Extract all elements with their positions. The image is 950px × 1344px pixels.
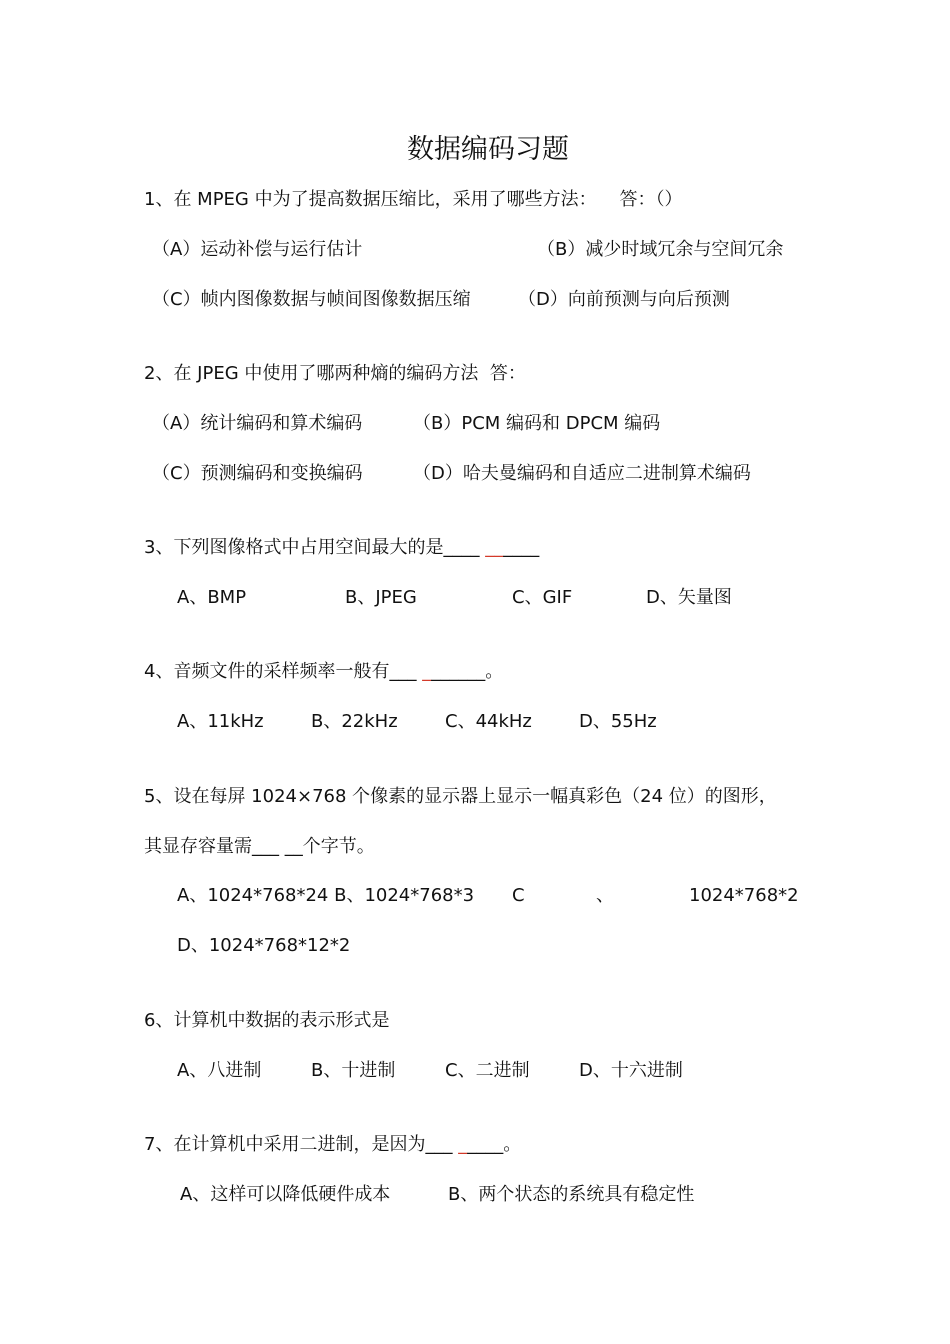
question-4-option-d: D、55Hz	[579, 711, 657, 732]
question-4-stem	[144, 660, 503, 684]
question-3-stem	[144, 536, 539, 560]
question-3-answer-blank: __	[485, 537, 504, 558]
question-4-stem-tail: ______。	[431, 661, 504, 682]
question-4-stem-text: 4、音频文件的采样频率一般有___	[144, 661, 423, 682]
question-7-option-b: B、两个状态的系统具有稳定性	[448, 1184, 695, 1205]
question-4-option-b: B、22kHz	[311, 711, 398, 732]
question-1-stem: 1、在 MPEG 中为了提高数据压缩比，采用了哪些方法： 答：（）	[144, 189, 683, 210]
question-7-stem-text: 7、在计算机中采用二进制，是因为___	[144, 1134, 459, 1155]
question-6-option-c: C、二进制	[445, 1060, 530, 1081]
question-4-option-c: C、44kHz	[445, 711, 532, 732]
question-5-stem-line-2: 其显存容量需___ __个字节。	[144, 836, 375, 857]
question-5-options-a-b: A、1024*768*24 B、1024*768*3	[177, 885, 475, 906]
question-5-stem-line-1: 5、设在每屏 1024×768 个像素的显示器上显示一幅真彩色（24 位）的图形，	[144, 786, 777, 807]
question-6-stem: 6、计算机中数据的表示形式是	[144, 1010, 390, 1031]
question-4-answer-blank: _	[422, 661, 432, 682]
question-7-option-a: A、这样可以降低硬件成本	[180, 1184, 391, 1205]
question-3-option-a: A、BMP	[177, 587, 247, 608]
question-3-stem-text: 3、下列图像格式中占用空间最大的是____	[144, 537, 486, 558]
question-5-option-c-separator: 、	[596, 885, 614, 906]
question-6-option-a: A、八进制	[177, 1060, 262, 1081]
question-5-option-c-letter: C	[512, 885, 525, 906]
question-4-option-a: A、11kHz	[177, 711, 264, 732]
question-6-option-b: B、十进制	[311, 1060, 396, 1081]
question-2-stem: 2、在 JPEG 中使用了哪两种熵的编码方法 答：	[144, 363, 526, 384]
question-1-option-c: （C）帧内图像数据与帧间图像数据压缩	[152, 289, 471, 310]
question-3-stem-tail: ____	[503, 537, 540, 558]
question-1-option-d: （D）向前预测与向后预测	[518, 289, 730, 310]
question-1-option-a: （A）运动补偿与运行估计	[152, 239, 363, 260]
question-7-answer-blank: _	[458, 1134, 468, 1155]
question-2-option-b: （B）PCM 编码和 DPCM 编码	[413, 413, 661, 434]
page-title: 数据编码习题	[407, 134, 569, 165]
question-5-option-c-value: 1024*768*2	[689, 885, 799, 906]
question-7-stem-tail: ____。	[467, 1134, 522, 1155]
question-5-option-d: D、1024*768*12*2	[177, 935, 351, 956]
question-2-option-a: （A）统计编码和算术编码	[152, 413, 363, 434]
question-3-option-d: D、矢量图	[646, 587, 732, 608]
question-2-option-c: （C）预测编码和变换编码	[152, 463, 363, 484]
question-1-option-b: （B）减少时域冗余与空间冗余	[537, 239, 784, 260]
question-3-option-c: C、GIF	[512, 587, 573, 608]
question-3-option-b: B、JPEG	[345, 587, 417, 608]
question-6-option-d: D、十六进制	[579, 1060, 683, 1081]
question-7-stem	[144, 1133, 521, 1157]
question-2-option-d: （D）哈夫曼编码和自适应二进制算术编码	[413, 463, 751, 484]
